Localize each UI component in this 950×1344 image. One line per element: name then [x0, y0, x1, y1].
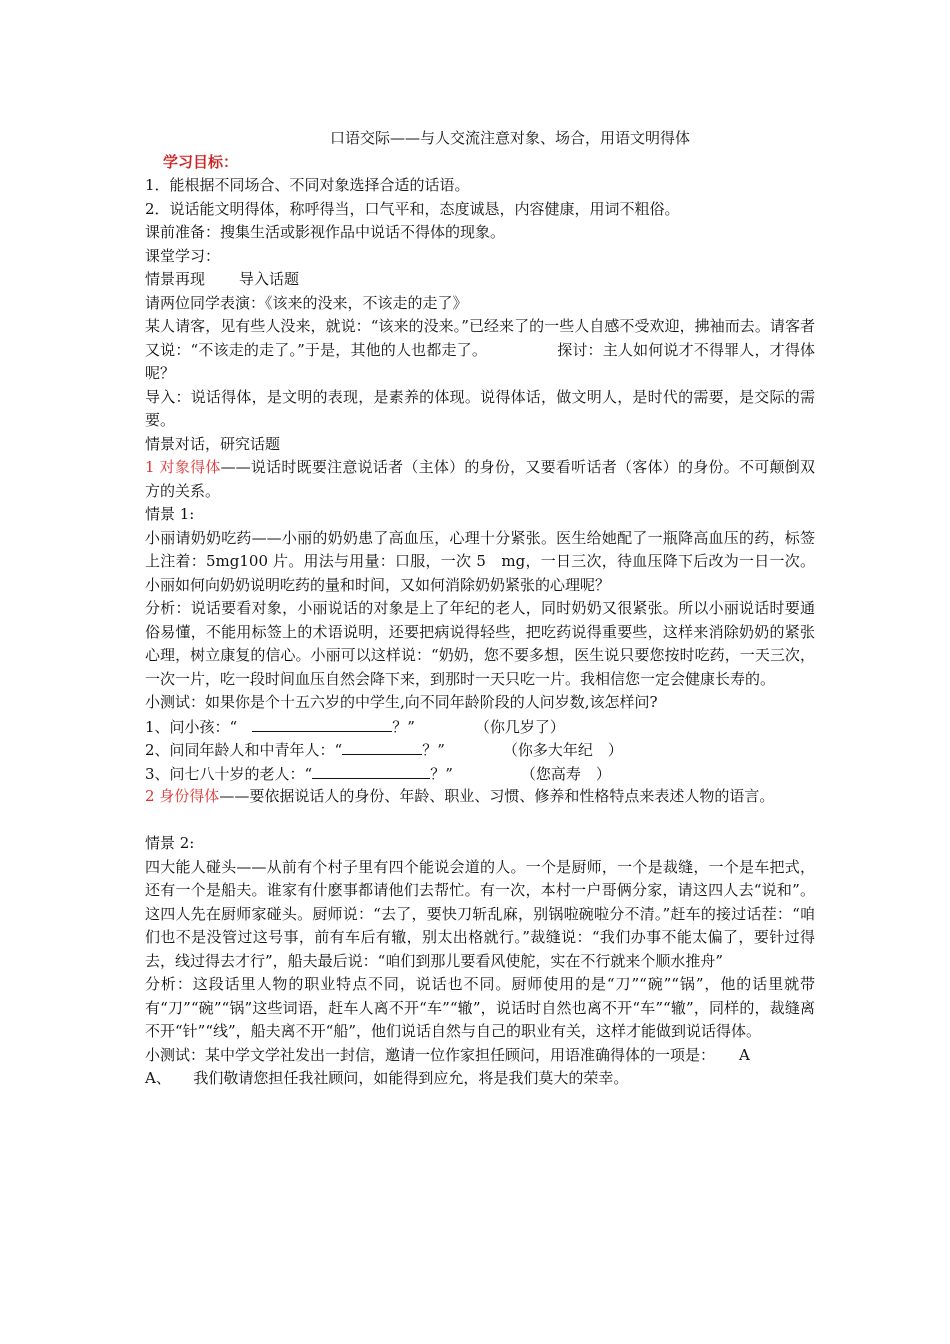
quiz1-item-answer: （您高寿 ） — [520, 764, 611, 783]
section2-text: ——要依据说话人的身份、年龄、职业、习惯、修养和性格特点来表述人物的语言。 — [219, 787, 775, 805]
scene-intro-a: 情景再现 — [145, 270, 206, 288]
goal-item: 1．能根据不同场合、不同对象选择合适的话语。 — [145, 176, 470, 194]
quiz1-item-answer: （你多大年纪 ） — [502, 741, 623, 759]
answer-blank — [342, 738, 422, 755]
quiz1-item-prefix: 2、问同年龄人和中青年人：“ — [145, 741, 343, 759]
section1-paragraph — [145, 456, 815, 503]
section1-text: ——说话时既要注意说话者（主体）的身份，又要看听话者（客体）的身份。不可颠倒双方的关系。 — [145, 458, 815, 500]
quiz1-item-prefix: 1、问小孩：“ — [145, 717, 253, 736]
section2-paragraph — [145, 785, 815, 809]
scene1-heading: 情景 1: — [145, 505, 195, 523]
story-text: 某人请客，见有些人没来，就说：“该来的没来。”已经来了的一些人自感不受欢迎，拂袖而去。请客者又说：“不该走的走了。”于是，其他的人也都走了。 — [145, 317, 815, 359]
section1-label: 1 对象得体 — [145, 458, 221, 476]
quiz2-option-a: A、 我们敬请您担任我社顾问，如能得到应允，将是我们莫大的荣幸。 — [145, 1069, 629, 1087]
quiz1-item-prefix: 3、问七八十岁的老人：“ — [145, 764, 313, 783]
document-title: 口语交际——与人交流注意对象、场合，用语文明得体 — [329, 129, 690, 147]
scene2-analysis: 分析：这段话里人物的职业特点不同，说话也不同。厨师使用的是“刀”“碗”“锅”，他的话里就带有“刀”“碗”“锅”这些词语，赶车人离不开“车”“辙”，说话时自然也离不开“车”“辙”，同样的，裁缝离不开“针”“线”，船夫离不开“船”，他们说话自然与自己的职业有关，这样才能做到说话得体。 — [145, 975, 815, 1040]
class-study-heading: 课堂学习： — [145, 246, 221, 265]
quiz1-question: 小测试：如果你是个十五六岁的中学生,向不同年龄阶段的人问岁数,该怎样问? — [145, 693, 658, 711]
quiz1-item-suffix: ？” — [392, 717, 415, 736]
document-body — [145, 127, 815, 1091]
quiz1-item — [145, 715, 815, 739]
quiz1-item — [145, 762, 815, 786]
quiz2-answer: A — [739, 1045, 750, 1064]
goals-heading: 学习目标： — [163, 152, 239, 171]
quiz1-item-suffix: ？” — [430, 764, 453, 783]
answer-blank — [312, 762, 430, 779]
dialogue-heading: 情景对话，研究话题 — [145, 434, 281, 453]
spacer — [145, 809, 815, 833]
quiz2-question-line — [145, 1044, 815, 1068]
scene2-text: 四大能人碰头——从前有个村子里有四个能说会道的人。一个是厨师，一个是裁缝，一个是车把式，还有一个是船夫。谁家有什麽事都请他们去帮忙。有一次，本村一户哥俩分家，请这四人去“说和”。这四人先在厨师家碰头。厨师说：“去了，要快刀斩乱麻，别锅啦碗啦分不清。”赶车的接过话茬：“咱们也不是没管过这号事，前有车后有辙，别太出格就行。”裁缝说：“我们办事不能太偏了，要针过得去，线过得去才行”，船夫最后说：“咱们到那儿要看风使舵，实在不行就来个顺水推舟” — [145, 857, 815, 970]
performance-text: 请两位同学表演：《该来的没来，不该走的走了》 — [145, 293, 468, 312]
scene1-analysis: 分析：说话要看对象，小丽说话的对象是上了年纪的老人，同时奶奶又很紧张。所以小丽说话时要通俗易懂，不能用标签上的术语说明，还要把病说得轻些，把吃药说得重要些，这样来消除奶奶的紧张心理，树立康复的信心。小丽可以这样说：“奶奶，您不要多想，医生说只要您按时吃药，一天三次，一次一片，吃一段时间血压自然会降下来，到那时一天只吃一片。我相信您一定会健康长寿的。 — [145, 599, 815, 688]
quiz1-item-answer: （你几岁了） — [474, 717, 565, 736]
prep-text: 课前准备：搜集生活或影视作品中说话不得体的现象。 — [145, 223, 506, 241]
section2-label: 2 身份得体 — [145, 787, 220, 805]
scene-intro-heading — [145, 268, 815, 292]
quiz1-item-suffix: ？” — [422, 741, 445, 759]
answer-blank — [252, 715, 392, 732]
scene-intro-b: 导入话题 — [239, 270, 300, 288]
discussion-text: 探讨：主人如何说才不得罪人，才得体呢？ — [145, 340, 815, 382]
goal-item: 2．说话能文明得体，称呼得当，口气平和，态度诚恳，内容健康，用词不粗俗。 — [145, 199, 680, 218]
quiz2-question: 小测试：某中学文学社发出一封信，邀请一位作家担任顾问，用语准确得体的一项是： — [145, 1045, 716, 1064]
scene1-text: 小丽请奶奶吃药——小丽的奶奶患了高血压，心理十分紧张。医生给她配了一瓶降高血压的药，标签上注着：5mg100 片。用法与用量：口服，一次 5 mg，一日三次，待血压降下后改为一日一次。小丽如何向奶奶说明吃药的量和时间，又如何消除奶奶紧张的心理呢？ — [145, 528, 815, 594]
story-paragraph — [145, 315, 815, 386]
scene2-heading: 情景 2: — [145, 834, 195, 852]
quiz1-item — [145, 738, 815, 762]
intro-paragraph: 导入：说话得体，是文明的表现，是素养的体现。说得体话，做文明人，是时代的需要，是交际的需要。 — [145, 387, 815, 429]
